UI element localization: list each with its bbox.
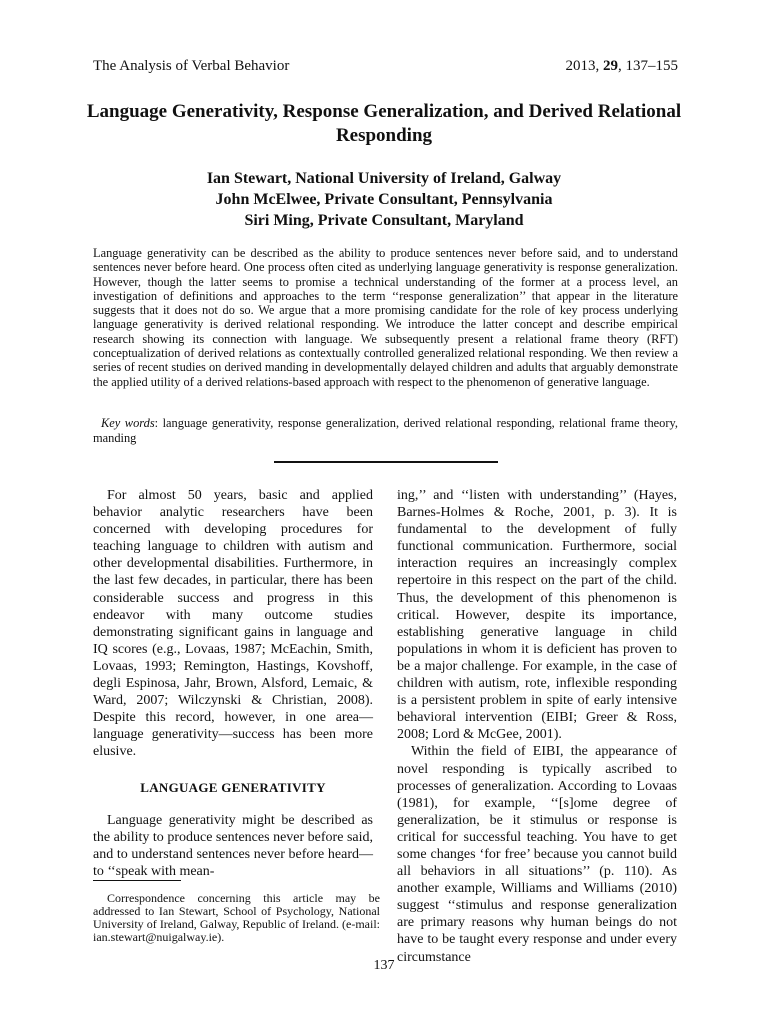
keywords: [93, 416, 678, 445]
citation: [566, 58, 679, 75]
author-list: [80, 168, 688, 231]
keywords-text: : language generativity, response generalization, derived relational responding, relational frame theory, manding: [93, 416, 678, 445]
abstract: Language generativity can be described as the ability to produce sentences never before said, and to understand sentences never before heard. One process often cited as underlying language generativity is response generalization. However, though the latter seems to promise a technical understanding of the former at a process level, an investigation of definitions and approaches to the term ‘‘response generalization’’ that appear in the literature suggests that it does not do so. We argue that a more promising candidate for the role of key process underlying language generativity is derived relational responding. We introduce the latter concept and describe empirical research showing its connection with language. We subsequently present a relational frame theory (RFT) conceptualization of derived relations as contextually controlled generalized relational responding. We then review a series of recent studies on derived manding in developmentally delayed children and adults that arguably demonstrate the applied utility of a derived relations-based approach with respect to the phenomenon of generative language.: [93, 246, 678, 389]
author-3: Siri Ming, Private Consultant, Maryland: [244, 212, 524, 229]
footnote-divider: [93, 880, 181, 881]
right-column: [397, 487, 677, 966]
citation-year: 2013,: [565, 58, 603, 74]
body-paragraph: Within the field of EIBI, the appearance of novel responding is typically ascribed to processes of generalization. According to Lovaas (1981), for example, ‘‘[s]ome degree of generalization, be it stimulus or response is critical for successful teaching. You have to get some changes ‘for free’ because you cannot build all behaviors in all situations’’ (p. 110). As another example, Williams and Williams (2010) suggest ‘‘stimulus and response generalization are primary reasons why human beings do not have to be taught every response and under every circumstance: [397, 744, 677, 965]
journal-name: The Analysis of Verbal Behavior: [93, 58, 290, 74]
body-paragraph: Language generativity might be described as the ability to produce sentences never before said, and to understand sentences never before heard—to ‘‘speak with mean-: [93, 812, 373, 879]
body-paragraph: ing,’’ and ‘‘listen with understanding’’ (Hayes, Barnes-Holmes & Roche, 2001, p. 3). It is fundamental to the development of fully functional communication. Furthermore, social interaction requires an increasingly complex repertoire in this respect on the part of the child. Thus, the development of this phenomenon is critical. However, despite its importance, establishing generative language in child populations in whom it is deficient has proven to be a major challenge. For example, in the case of children with autism, rote, inflexible responding is a persistent problem in spite of early intensive behavioral intervention (EIBI; Greer & Ross, 2008; Lord & McGee, 2001).: [397, 488, 677, 743]
keywords-label: Key words: [101, 416, 155, 430]
section-heading: LANGUAGE GENERATIVITY: [140, 779, 326, 795]
body-paragraph: For almost 50 years, basic and applied behavior analytic researchers have been concerned with developing procedures for teaching language to children with autism and other developmental disabilities. Furthermore, in the last few decades, in particular, there has been considerable success and progress in this endeavor with many outcome studies demonstrating significant gains in language and IQ scores (e.g., Lovaas, 1987; McEachin, Smith, Lovaas, 1993; Remington, Hastings, Kovshoff, degli Espinosa, Jahr, Brown, Alsford, Lemaic, & Ward, 2007; Wilczynski & Christian, 2008). Despite this record, however, in one area—language generativity—success has been more elusive.: [93, 488, 373, 760]
running-head: [93, 58, 678, 75]
author-1: Ian Stewart, National University of Ireland, Galway: [206, 170, 562, 187]
page-number: 137: [373, 958, 395, 973]
citation-volume: 29: [603, 58, 618, 74]
section-divider: [274, 461, 498, 463]
citation-pages: , 137–155: [618, 58, 678, 74]
correspondence-footnote: Correspondence concerning this article may be addressed to Ian Stewart, School of Psychology, National University of Ireland, Galway, Republic of Ireland. (e-mail: ian.stewart@nuigalway.ie).: [93, 891, 380, 944]
left-column: [93, 487, 373, 880]
author-2: John McElwee, Private Consultant, Pennsylvania: [215, 191, 553, 208]
article-title: Language Generativity, Response Generalization, and Derived Relational Responding: [86, 101, 682, 146]
